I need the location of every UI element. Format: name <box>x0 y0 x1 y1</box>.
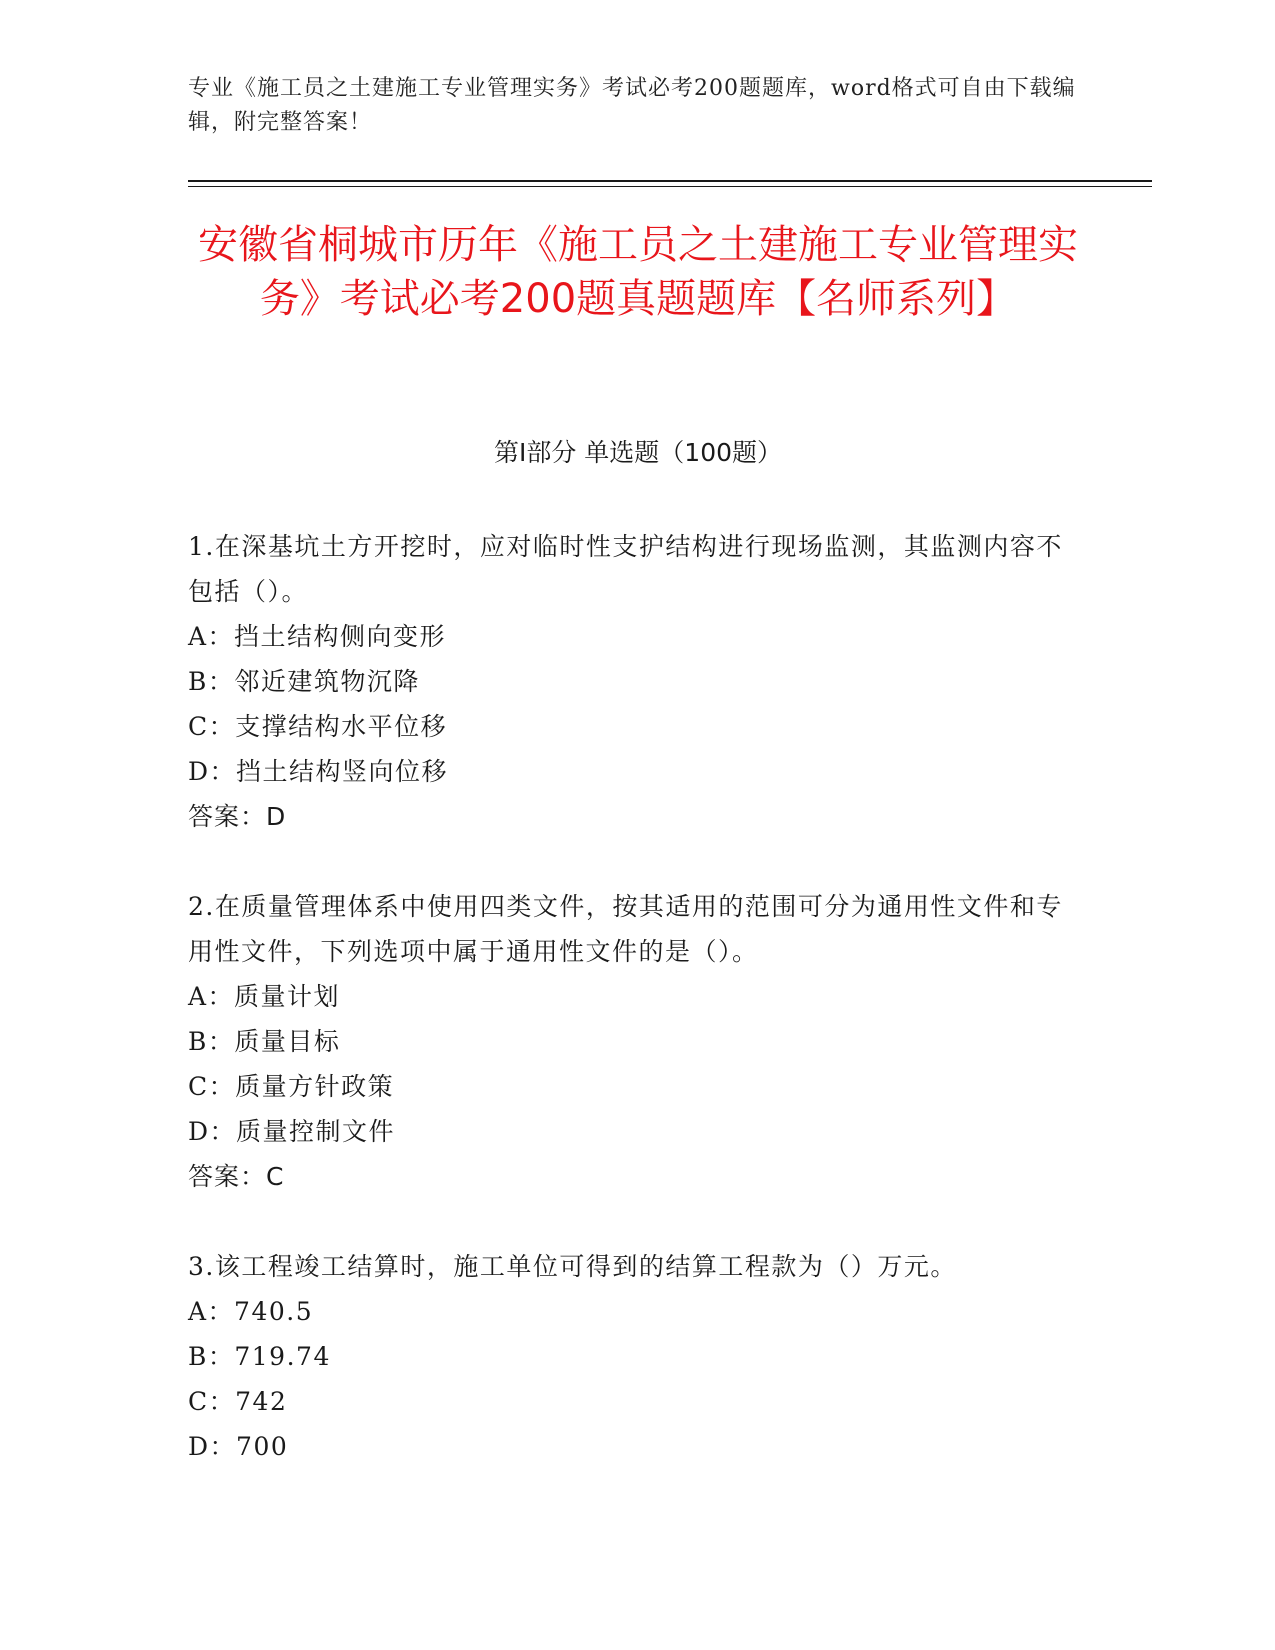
option-a: A：挡土结构侧向变形 <box>188 622 447 651</box>
question-3 <box>188 1244 1068 1469</box>
question-stem: 3.该工程竣工结算时，施工单位可得到的结算工程款为（）万元。 <box>188 1252 957 1281</box>
option-a: A：740.5 <box>188 1297 314 1326</box>
answer: 答案：C <box>188 1162 285 1191</box>
option-b: B：719.74 <box>188 1342 331 1371</box>
option-b: B：质量目标 <box>188 1027 341 1056</box>
document-title: 安徽省桐城市历年《施工员之土建施工专业管理实务》考试必考200题真题题库【名师系列】 <box>198 222 1078 322</box>
question-1 <box>188 524 1068 839</box>
header-note: 专业《施工员之土建施工专业管理实务》考试必考200题题库，word格式可自由下载编辑，附完整答案！ <box>188 76 1076 135</box>
header-divider-thin <box>188 186 1152 187</box>
option-b: B：邻近建筑物沉降 <box>188 667 420 696</box>
answer: 答案：D <box>188 802 287 831</box>
question-stem: 1.在深基坑土方开挖时，应对临时性支护结构进行现场监测，其监测内容不包括（）。 <box>188 532 1063 606</box>
option-c: C：742 <box>188 1387 288 1416</box>
option-d: D：质量控制文件 <box>188 1117 396 1146</box>
option-c: C：质量方针政策 <box>188 1072 395 1101</box>
option-d: D：700 <box>188 1432 289 1461</box>
question-2 <box>188 884 1068 1199</box>
question-stem: 2.在质量管理体系中使用四类文件，按其适用的范围可分为通用性文件和专用性文件，下列选项中属于通用性文件的是（）。 <box>188 892 1063 966</box>
section-heading: 第I部分 单选题（100题） <box>493 438 783 467</box>
option-c: C：支撑结构水平位移 <box>188 712 448 741</box>
option-a: A：质量计划 <box>188 982 341 1011</box>
option-d: D：挡土结构竖向位移 <box>188 757 449 786</box>
header-divider-thick <box>188 180 1152 182</box>
